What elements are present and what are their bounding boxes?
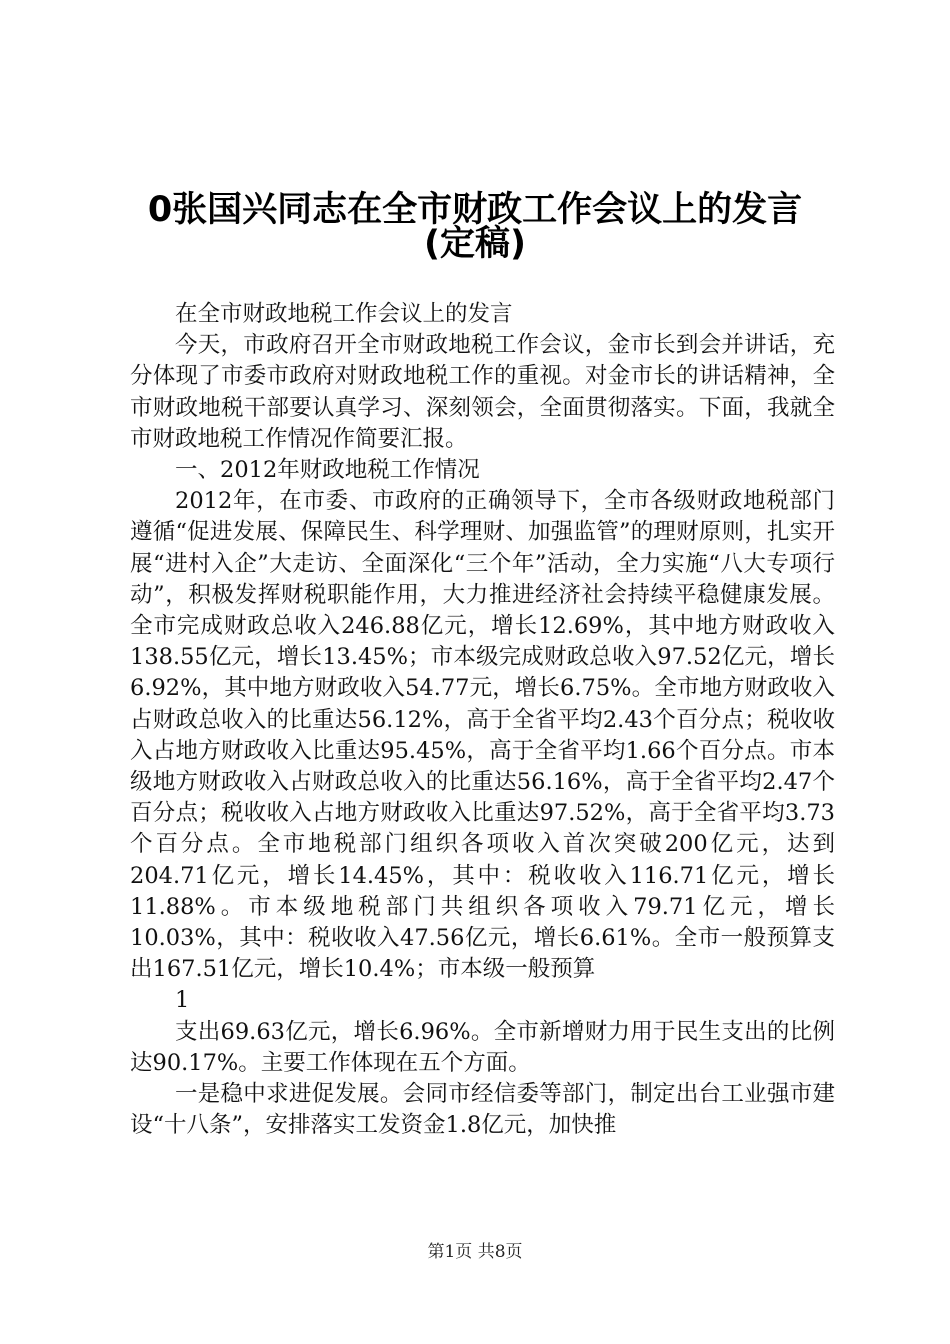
paragraph-heading: 在全市财政地税工作会议上的发言 xyxy=(175,301,513,327)
document-body-part1 xyxy=(130,299,835,1141)
document-title-suffix: (定稿) xyxy=(424,224,526,264)
paragraph-continued: 支出69.63亿元，增长6.96%。全市新增财力用于民生支出的比例达90.17%。主要工作体现在五个方面。 xyxy=(130,1018,835,1076)
paragraph-intro: 今天，市政府召开全市财政地税工作会议，金市长到会并讲话，充分体现了市委市政府对财政地税工作的重视。对金市长的讲话精神，全市财政地税干部要认真学习、深刻领会，全面贯彻落实。下面，我就全市财政地税工作情况作简要汇报。 xyxy=(130,332,835,452)
document-title: 0张国兴同志在全市财政工作会议上的发言 xyxy=(147,190,803,230)
page-marker: 1 xyxy=(175,987,190,1014)
paragraph-summary: 2012年，在市委、市政府的正确领导下，全市各级财政地税部门遵循“促进发展、保障民生、科学理财、加强监管”的理财原则，扎实开展“进村入企”大走访、全面深化“三个年”活动，全力实施“八大专项行动”，积极发挥财税职能作用，大力推进经济社会持续平稳健康发展。全市完成财政总收入246.88亿元，增长12.69%，其中地方财政收入138.55亿元，增长13.45%；市本级完成财政总收入97.52亿元，增长6.92%，其中地方财政收入54.77元，增长6.75%。全市地方财政收入占财政总收入的比重达56.12%，高于全省平均2.43个百分点；税收收入占地方财政收入比重达95.45%，高于全省平均1.66个百分点。市本级地方财政收入占财政总收入的比重达56.16%，高于全省平均2.47个百分点；税收收入占地方财政收入比重达97.52%，高于全省平均3.73个百分点。全市地税部门组织各项收入首次突破200亿元，达到204.71亿元，增长14.45%，其中：税收收入116.71亿元，增长11.88%。市本级地税部门共组织各项收入79.71亿元，增长10.03%，其中：税收收入47.56亿元，增长6.61%。全市一般预算支出167.51亿元，增长10.4%；市本级一般预算 xyxy=(130,488,835,983)
section-heading: 一、2012年财政地税工作情况 xyxy=(175,457,480,484)
page-footer: 第1页 共8页 xyxy=(427,1242,523,1262)
paragraph-point-one: 一是稳中求进促发展。会同市经信委等部门，制定出台工业强市建设“十八条”，安排落实工发资金1.8亿元，加快推 xyxy=(130,1081,835,1139)
